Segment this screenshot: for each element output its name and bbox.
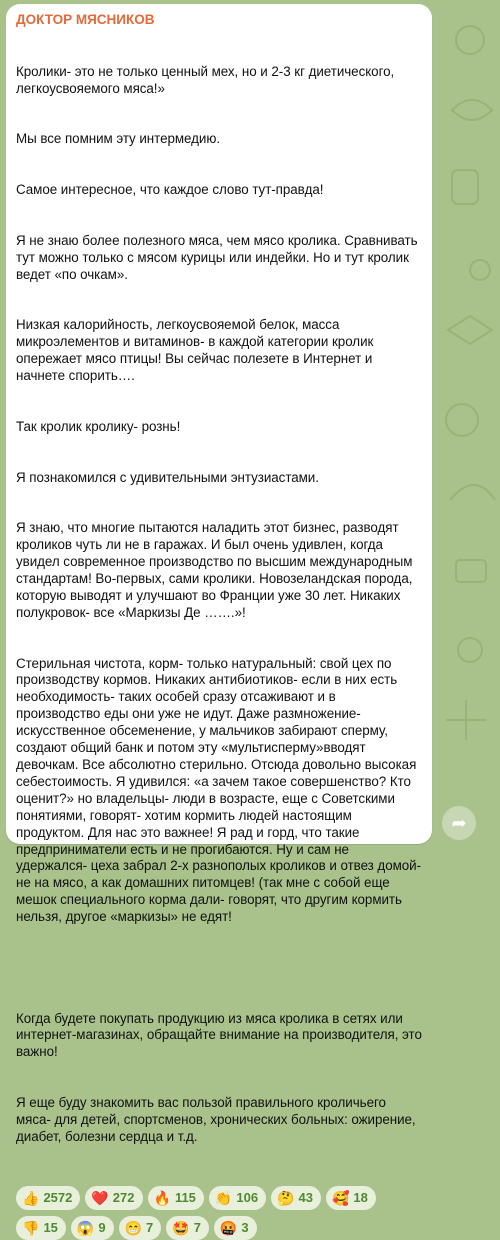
reaction-count: 115 [174, 1190, 196, 1206]
thumbs-up-icon: 👍 [22, 1189, 40, 1206]
message-line: Мы все помним эту интермедию. [16, 131, 220, 147]
message-line: Когда будете покупать продукцию из мяса кролика в сетях или интернет-магазинах, обращайте внимание на производителя, это важно! [16, 1010, 426, 1060]
grin-icon: 😁 [124, 1219, 143, 1236]
message-line: Низкая калорийность, легкоусвояемой белок, масса микроэлементов и витаминов- в каждой категории кролик опережает мясо птицы! Вы сейчас полезете в Интернет и начнете спорить…. [16, 317, 377, 384]
reaction-star-struck[interactable] [166, 1216, 209, 1240]
fire-icon: 🔥 [153, 1189, 171, 1206]
reaction-count: 15 [43, 1220, 58, 1236]
reaction-thumbs-up[interactable] [16, 1186, 80, 1210]
reaction-count: 18 [353, 1190, 368, 1206]
thinking-icon: 🤔 [277, 1189, 295, 1206]
reaction-smiling-hearts[interactable] [326, 1186, 376, 1210]
clapping-icon: 👏 [214, 1189, 233, 1206]
forward-arrow-icon[interactable]: ➦ [442, 806, 476, 840]
reaction-clapping[interactable] [209, 1186, 266, 1210]
reactions-bar [16, 1186, 422, 1240]
star-struck-icon: 🤩 [172, 1219, 190, 1236]
reaction-thumbs-down[interactable] [16, 1216, 66, 1240]
reaction-count: 7 [146, 1220, 154, 1236]
message-bubble [6, 4, 432, 1236]
message-line: Кролики- это не только ценный мех, но и 2-3 кг диетического, легкоусвояемого мяса!» [16, 63, 398, 96]
reaction-thinking[interactable] [271, 1186, 321, 1210]
reaction-screaming[interactable] [71, 1216, 114, 1240]
message-line: Я знаю, что многие пытаются наладить этот бизнес, разводят кроликов чуть ли не в гаражах. И был очень удивлен, когда увидел современное производство по высшим международным стандартам! Во-первых, сами кролики. Новозеландская порода, которую выводят и улучшают во Франции уже 30 лет. Никаких полукровок- все «Маркизы Де …….»! [16, 520, 417, 620]
reaction-fire[interactable] [148, 1186, 204, 1210]
message-line: Так кролик кролику- рознь! [16, 418, 181, 434]
smiling-hearts-icon: 🥰 [331, 1189, 350, 1206]
message-line: Самое интересное, что каждое слово тут-правда! [16, 182, 324, 198]
angry-icon: 🤬 [219, 1219, 238, 1236]
reaction-count: 272 [112, 1190, 135, 1206]
channel-name[interactable]: ДОКТОР МЯСНИКОВ [16, 12, 155, 27]
thumbs-down-icon: 👎 [22, 1219, 40, 1236]
reaction-count: 3 [241, 1220, 249, 1236]
reaction-count: 43 [298, 1190, 313, 1206]
reaction-count: 9 [98, 1220, 106, 1236]
message-text [16, 30, 426, 1180]
reaction-count: 7 [193, 1220, 201, 1236]
message-line-blank [16, 960, 422, 977]
heart-icon: ❤️ [91, 1189, 109, 1206]
screaming-icon: 😱 [76, 1219, 95, 1236]
reaction-angry[interactable] [214, 1216, 257, 1240]
message-line: Я еще буду знакомить вас пользой правильного кроличьего мяса- для детей, спортсменов, хронических больных: ожирение, диабет, болезни сердца и т.д. [16, 1095, 420, 1144]
reaction-count: 106 [236, 1190, 259, 1206]
message-line: Я не знаю более полезного мяса, чем мясо кролика. Сравнивать тут можно только с мясом курицы или индейки. Но и тут кролик ведет «по очкам». [16, 232, 422, 282]
message-line: Я познакомился с удивительными энтузиастами. [16, 469, 319, 485]
reaction-grin[interactable] [119, 1216, 162, 1240]
message-line: Стерильная чистота, корм- только натуральный: свой цех по производству кормов. Никаких антибиотиков- если в них есть необходимость- таких особей сразу отсаживают и в производство еды они уже не идут. Даже размножение- искусственное обсеменение, у мальчиков забирают сперму, создают общий банк и потом эту «мультисперму»вводят девочкам. Все абсолютно стерильно. Отсюда довольно высокая себестоимость. Я удивился: «а зачем такое совершенство? Кто оценит?» но владельцы- люди в возрасте, еще с Советскими понятиями, говорят- хотим кормить людей настоящим продуктом. Для нас это важнее! Я рад и горд, что такие предприниматели есть и не прогибаются. Ну и сам не удержался- цеха забрал 2-х разнополых кроликов и отвез домой- не на мясо, а как домашних питомцев! (так мне с собой еще мешок специального корма дали- говорят, что другим кормить нельзя, другое «маркизы» не едят! [16, 655, 425, 925]
reaction-heart[interactable] [85, 1186, 142, 1210]
reaction-count: 2572 [43, 1190, 73, 1206]
